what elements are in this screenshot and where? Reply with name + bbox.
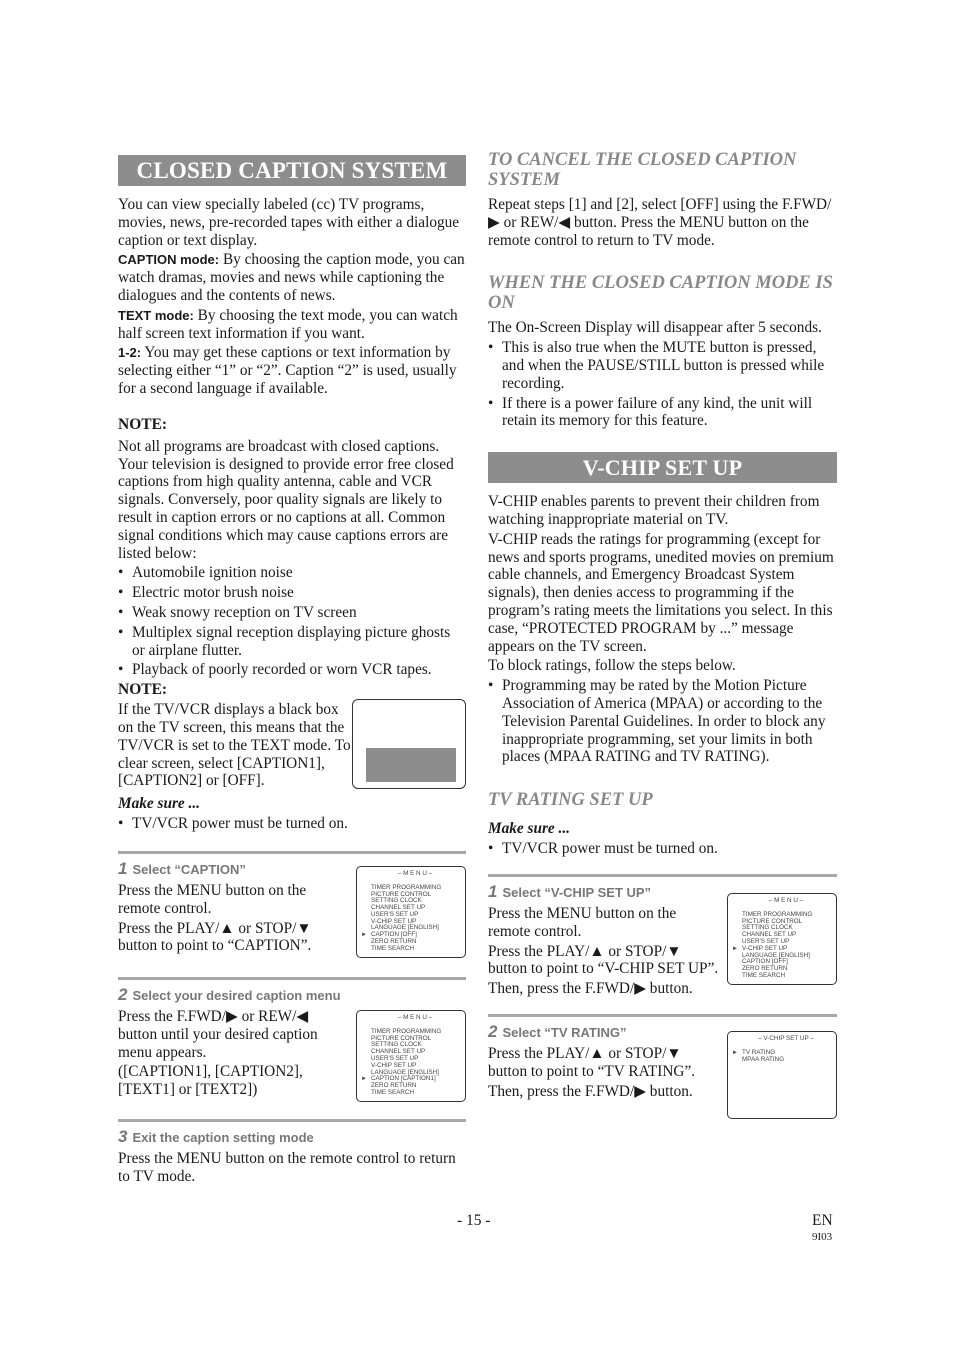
step-number: 1 <box>118 858 128 878</box>
note1-heading: NOTE: <box>118 415 168 433</box>
list-item: • Weak snowy reception on TV screen <box>118 604 466 622</box>
list-item: • TV/VCR power must be turned on. <box>118 815 466 833</box>
list-item: • Electric motor brush noise <box>118 584 466 602</box>
list-item: • If there is a power failure of any kind, the unit will retain its memory for this feature. <box>488 395 837 431</box>
caption-mode-desc: CAPTION mode: By choosing the caption mode, you can watch dramas, movies and news while captioning the dialogues and the contents of news. <box>118 251 465 304</box>
when-on-heading: WHEN THE CLOSED CAPTION MODE IS ON <box>488 273 833 314</box>
one-two-desc: 1-2: You may get these captions or text information by selecting either “1” or “2”. Caption “2” is used, usually for a second language if available. <box>118 344 457 397</box>
language-code: EN <box>812 1212 833 1229</box>
step-number: 2 <box>488 1021 498 1041</box>
list-item: • Programming may be rated by the Motion Picture Association of America (MPAA) or according to the Television Parental Guidelines. In order to block any inappropriate programming, set your limits in both places (MPAA RATING and TV RATING). <box>488 677 837 766</box>
cc-step-3: 3 Exit the caption setting mode Press the MENU button on the remote control to return to TV mode. <box>118 1119 466 1186</box>
tv-rating-heading: TV RATING SET UP <box>488 790 653 811</box>
step-number: 2 <box>118 985 128 1005</box>
page-number: - 15 - <box>457 1212 491 1229</box>
vchip-step-1: – M E N U – TIMER PROGRAMMING PICTURE CONTROL SETTING CLOCK CHANNEL SET UP USER'S SET UP ► V-CHIP SET UP LANGUAGE [ENGLISH] CAPTION [OFF] ZERO RETURN TIME SEARCH 1 Select “V-CHIP SET UP” Press the MENU button on the remote control. Press the PLAY/▲ or STOP/▼ button to point to “V-CHIP SET UP”. Then, press the F.FWD/▶ button. <box>488 874 837 998</box>
step-title: Exit the caption setting mode <box>132 1130 314 1146</box>
note2-block <box>118 701 466 833</box>
vchip-setup-screen: – V-CHIP SET UP – ► TV RATING MPAA RATING <box>727 1031 837 1119</box>
cancel-text: Repeat steps [1] and [2], select [OFF] using the F.FWD/▶ or REW/◀ button. Press the MENU button on the remote control to return to TV mode. <box>488 196 832 249</box>
cc-intro: You can view specially labeled (cc) TV programs, movies, news, pre-recorded tapes with either a dialogue caption or text display. <box>118 196 460 249</box>
list-item: • TV/VCR power must be turned on. <box>488 840 837 858</box>
left-column <box>118 155 466 1188</box>
vchip-p1: V-CHIP enables parents to prevent their children from watching inappropriate material on TV. <box>488 493 820 528</box>
signal-conditions-list <box>118 564 466 679</box>
step-title: Select “V-CHIP SET UP” <box>502 884 652 900</box>
when-on-text: The On-Screen Display will disappear after 5 seconds. <box>488 319 822 337</box>
caption-mode-label: CAPTION mode: <box>118 252 220 268</box>
list-item: • Automobile ignition noise <box>118 564 466 582</box>
vchip-heading: V-CHIP SET UP <box>488 452 837 483</box>
text-mode-desc: TEXT mode: By choosing the text mode, you can watch half screen text information if you want. <box>118 306 458 342</box>
vchip-step-2: – V-CHIP SET UP – ► TV RATING MPAA RATING 2 Select “TV RATING” Press the PLAY/▲ or STOP/▼ button to point to “TV RATING”. Then, press the F.FWD/▶ button. <box>488 1014 837 1100</box>
note2-heading: NOTE: <box>118 681 168 699</box>
vchip-p3: To block ratings, follow the steps below. <box>488 657 736 675</box>
document-code: 9I03 <box>812 1231 833 1243</box>
step-number: 3 <box>118 1127 128 1147</box>
right-column <box>488 150 837 1102</box>
when-on-list <box>488 339 837 430</box>
menu-screen-vchip: – M E N U – TIMER PROGRAMMING PICTURE CONTROL SETTING CLOCK CHANNEL SET UP USER'S SET UP ► V-CHIP SET UP LANGUAGE [ENGLISH] CAPTION [OFF] ZERO RETURN TIME SEARCH <box>727 893 837 985</box>
step-title: Select “TV RATING” <box>502 1024 627 1040</box>
closed-caption-heading: CLOSED CAPTION SYSTEM <box>118 155 466 186</box>
note2-text: If the TV/VCR displays a black box on the TV screen, this means that the TV/VCR is set to the TEXT mode. To clear screen, select [CAPTION1], [CAPTION2] or [OFF]. <box>118 701 351 790</box>
cc-step-2: – M E N U – TIMER PROGRAMMING PICTURE CONTROL SETTING CLOCK CHANNEL SET UP USER'S SET UP V-CHIP SET UP LANGUAGE [ENGLISH] ► CAPTION [CAPTION1] ZERO RETURN TIME SEARCH 2 Select your desired caption menu Press the F.FWD/▶ or REW/◀ button until your desired caption menu appears. ([CAPTION1], [CAPTION2], [TEXT1] or [TEXT2]) <box>118 977 466 1099</box>
text-box-illustration <box>366 748 456 782</box>
one-two-label: 1-2: <box>118 345 142 361</box>
step-title: Select “CAPTION” <box>132 861 246 877</box>
list-item: • Playback of poorly recorded or worn VCR tapes. <box>118 661 466 679</box>
step-number: 1 <box>488 881 498 901</box>
make-sure-label: Make sure ... <box>118 795 201 813</box>
vchip-p2: V-CHIP reads the ratings for programming (except for news and sports programs, unedited movies on premium cable channels, and Emergency Broadcast System signals), then denies access to programming if the program’s rating meets the limitations you select. In this case, “PROTECTED PROGRAM by ...” message appears on the TV screen. <box>488 530 834 655</box>
list-item: • Multiplex signal reception displaying picture ghosts or airplane flutter. <box>118 624 466 660</box>
list-item: • This is also true when the MUTE button is pressed, and when the PAUSE/STILL button is pressed while recording. <box>488 339 837 392</box>
menu-screen-caption1: – M E N U – TIMER PROGRAMMING PICTURE CONTROL SETTING CLOCK CHANNEL SET UP USER'S SET UP V-CHIP SET UP LANGUAGE [ENGLISH] ► CAPTION [CAPTION1] ZERO RETURN TIME SEARCH <box>356 1010 466 1102</box>
make-sure-label: Make sure ... <box>488 820 571 838</box>
text-mode-label: TEXT mode: <box>118 307 194 323</box>
cancel-heading: TO CANCEL THE CLOSED CAPTION SYSTEM <box>488 150 797 190</box>
note1-text: Not all programs are broadcast with closed captions. Your television is designed to provide error free closed captions from high quality antenna, cable and VCR signals. Conversely, poor quality signals are likely to result in caption errors or no captions at all. Common signal conditions which may cause captions errors are listed below: <box>118 437 454 562</box>
menu-screen-caption: – M E N U – TIMER PROGRAMMING PICTURE CONTROL SETTING CLOCK CHANNEL SET UP USER'S SET UP V-CHIP SET UP LANGUAGE [ENGLISH] ► CAPTION [OFF] ZERO RETURN TIME SEARCH <box>356 866 466 958</box>
step-title: Select your desired caption menu <box>132 988 341 1004</box>
tv-black-box-illustration <box>352 699 466 789</box>
cc-step-1: – M E N U – TIMER PROGRAMMING PICTURE CONTROL SETTING CLOCK CHANNEL SET UP USER'S SET UP V-CHIP SET UP LANGUAGE [ENGLISH] ► CAPTION [OFF] ZERO RETURN TIME SEARCH 1 Select “CAPTION” Press the MENU button on the remote control. Press the PLAY/▲ or STOP/▼ button to point to “CAPTION”. <box>118 851 466 955</box>
